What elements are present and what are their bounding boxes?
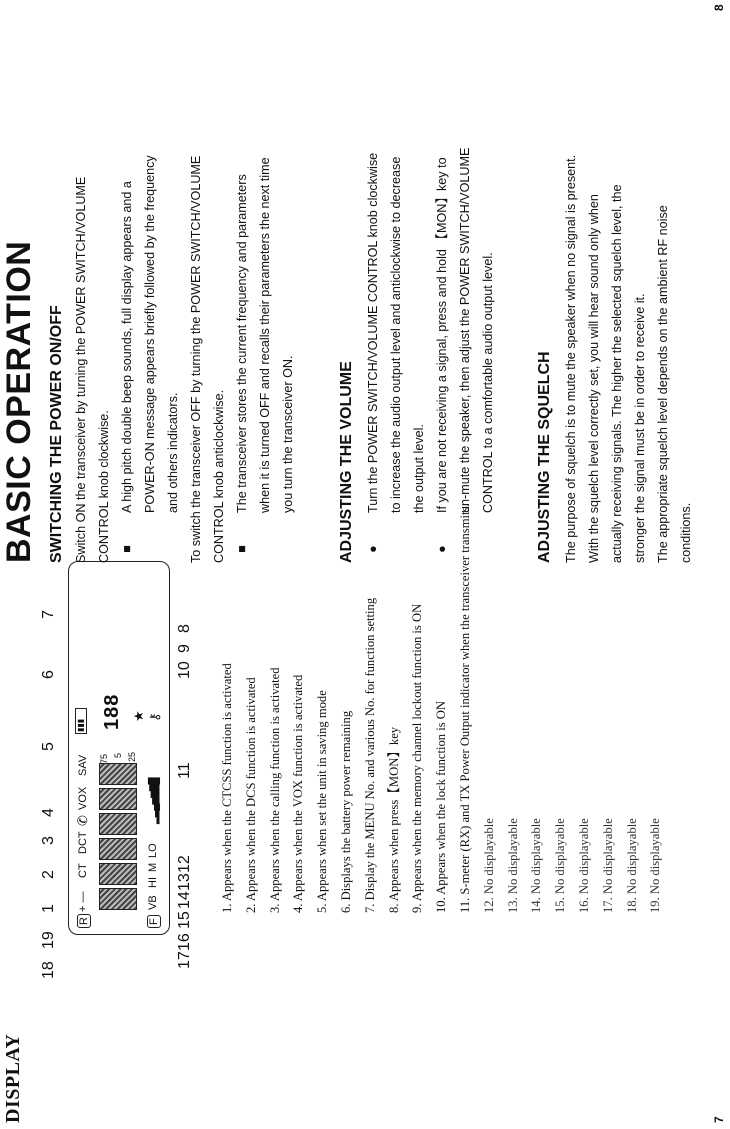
s-meter-bars: ▂▃▄▅▆▇█ [149, 778, 160, 824]
square-bullet-icon: ■ [120, 545, 134, 553]
display-item: 15. No displayable [553, 818, 568, 913]
display-item: 7. Display the MENU No. and various No. for function setting [362, 597, 377, 913]
display-item: 12. No displayable [481, 818, 496, 913]
lcd-f-indicator: F [147, 915, 161, 928]
lcd-panel [68, 561, 170, 935]
display-item: 4. Appears when the VOX function is activated [291, 674, 306, 913]
callout-2: 2 [40, 870, 57, 879]
callout-16: 16 [176, 933, 193, 951]
callout-11: 11 [176, 762, 193, 779]
display-item: 11. S-meter (RX) and TX Power Output indicator when the transceiver transmits. [457, 503, 472, 913]
page-number-left: 7 [712, 1116, 726, 1123]
lcd-step-5: 5 [113, 752, 123, 758]
bullet-text: you turn the transceiver ON. [281, 355, 295, 513]
squelch-text: The appropriate squelch level depends on the ambient RF noise [656, 205, 670, 563]
volume-heading: ADJUSTING THE VOLUME [338, 361, 355, 563]
power-bullet-1 [116, 3, 185, 563]
dot-bullet-icon: ● [435, 545, 449, 553]
bullet-text: The transceiver stores the current frequency and parameters [235, 174, 249, 513]
display-item: 8. Appears when press【MON】key [386, 726, 401, 913]
digit-segment [99, 788, 137, 810]
callout-19: 19 [40, 931, 57, 949]
squelch-heading: ADJUSTING THE SQUELCH [536, 351, 553, 563]
squelch-text: The purpose of squelch is to mute the speaker when no signal is present. [564, 154, 578, 563]
lcd-plus-minus: + — [77, 891, 89, 912]
bullet-text: un-mute the speaker, then adjust the POWER SWITCH/VOLUME [458, 147, 472, 513]
callout-12: 12 [176, 855, 193, 873]
callout-18: 18 [40, 961, 57, 979]
callout-13: 13 [176, 873, 193, 891]
lcd-dct: DCT [77, 831, 89, 854]
bullet-text: CONTROL to a comfortable audio output level. [481, 252, 495, 513]
display-item: 5. Appears when set the unit in saving mode [315, 690, 330, 913]
power-text: CONTROL knob clockwise. [97, 410, 111, 563]
bullet-text: Turn the POWER SWITCH/VOLUME CONTROL knob clockwise [366, 152, 380, 513]
callout-4: 4 [40, 808, 57, 817]
power-heading: SWITCHING THE POWER ON/OFF [48, 305, 65, 563]
callout-8: 8 [176, 624, 193, 633]
volume-bullet-2 [431, 3, 500, 563]
callout-17: 17 [176, 951, 193, 969]
lcd-vox: VOX [77, 786, 89, 810]
callout-6: 6 [40, 670, 57, 679]
callouts-bottom [176, 559, 198, 979]
lcd-step-25: 25 [127, 751, 137, 762]
callout-5: 5 [40, 742, 57, 751]
power-text: CONTROL knob anticlockwise. [212, 389, 226, 563]
bullet-text: A high pitch double beep sounds, full display appears and a [120, 181, 134, 513]
display-item: 1. Appears when the CTCSS function is activated [220, 663, 234, 913]
display-item: 17. No displayable [600, 818, 615, 913]
digit-segment [99, 813, 137, 835]
squelch-text: With the squelch level correctly set, you will hear sound only when [587, 194, 601, 563]
bullet-text: when it is turned OFF and recalls their parameters the next time [258, 157, 272, 513]
lcd-step-75: 75 [99, 753, 109, 764]
display-item: 19. No displayable [648, 818, 663, 913]
bullet-text: POWER-ON message appears briefly followed by the frequency [143, 155, 157, 513]
callout-1: 1 [40, 904, 57, 913]
display-item: 14. No displayable [529, 818, 544, 913]
squelch-text: actually receiving signals. The higher the selected squelch level, the [610, 184, 624, 563]
display-item: 3. Appears when the calling function is activated [267, 667, 282, 913]
power-text: Switch ON the transceiver by turning the POWER SWITCH/VOLUME [74, 176, 88, 563]
square-bullet-icon: ■ [235, 545, 249, 553]
volume-section [362, 3, 500, 563]
lcd-vb: VB [147, 895, 159, 910]
display-item: 2. Appears when the DCS function is activated [243, 677, 258, 913]
power-bullet-2 [231, 3, 300, 563]
bullet-text: and others indicators. [166, 392, 180, 513]
lcd-ct: CT [77, 863, 89, 878]
display-item: 6. Displays the battery power remaining [338, 710, 353, 913]
callouts-top [40, 559, 62, 979]
phone-icon: ✆ [75, 815, 90, 826]
callout-7: 7 [40, 610, 57, 619]
squelch-text: conditions. [679, 502, 693, 563]
bullet-text: the output level. [412, 424, 426, 513]
lcd-hi: HI [147, 877, 159, 888]
star-icon: ★ [131, 710, 146, 722]
callout-10: 10 [176, 661, 193, 679]
lcd-main-digits [99, 760, 142, 910]
basic-operation-title: BASIC OPERATION [0, 240, 38, 563]
lcd-lo: LO [147, 843, 159, 858]
callout-3: 3 [40, 836, 57, 845]
lcd-menu-digits: 188 [101, 693, 123, 730]
display-item: 10. Appears when the lock function is ON [434, 701, 449, 913]
squelch-section [560, 3, 698, 563]
lcd-m: M [147, 862, 159, 872]
lcd-sav: SAV [77, 754, 89, 776]
digit-segment [99, 838, 137, 860]
display-item: 9. Appears when the memory channel lockout function is ON [410, 603, 425, 913]
digit-segment [99, 888, 137, 910]
bullet-text: to increase the audio output level and anticlockwise to decrease [389, 156, 403, 513]
key-icon: ⚷ [147, 712, 162, 722]
display-title: DISPLAY [2, 1033, 24, 1123]
squelch-text: stronger the signal must be in order to receive it. [633, 293, 647, 563]
digit-segment [99, 763, 137, 785]
display-item: 13. No displayable [505, 818, 520, 913]
page-number-right: 8 [712, 4, 726, 11]
volume-bullet-1 [362, 3, 431, 563]
callout-14: 14 [176, 891, 193, 909]
battery-icon: ▮▮▮ [75, 708, 87, 734]
display-item: 16. No displayable [576, 818, 591, 913]
basic-operation-page [0, 9, 730, 569]
digit-segment [99, 863, 137, 885]
lcd-r-indicator: R [77, 914, 91, 928]
callout-9: 9 [176, 644, 193, 653]
callout-15: 15 [176, 911, 193, 929]
lcd-diagram [40, 549, 200, 979]
bullet-text: If you are not receiving a signal, press and hold 【MON】key to [435, 157, 449, 513]
power-text: To switch the transceiver OFF by turning the POWER SWITCH/VOLUME [189, 155, 203, 563]
display-item: 18. No displayable [624, 818, 639, 913]
power-section [70, 3, 300, 563]
dot-bullet-icon: ● [366, 545, 380, 553]
